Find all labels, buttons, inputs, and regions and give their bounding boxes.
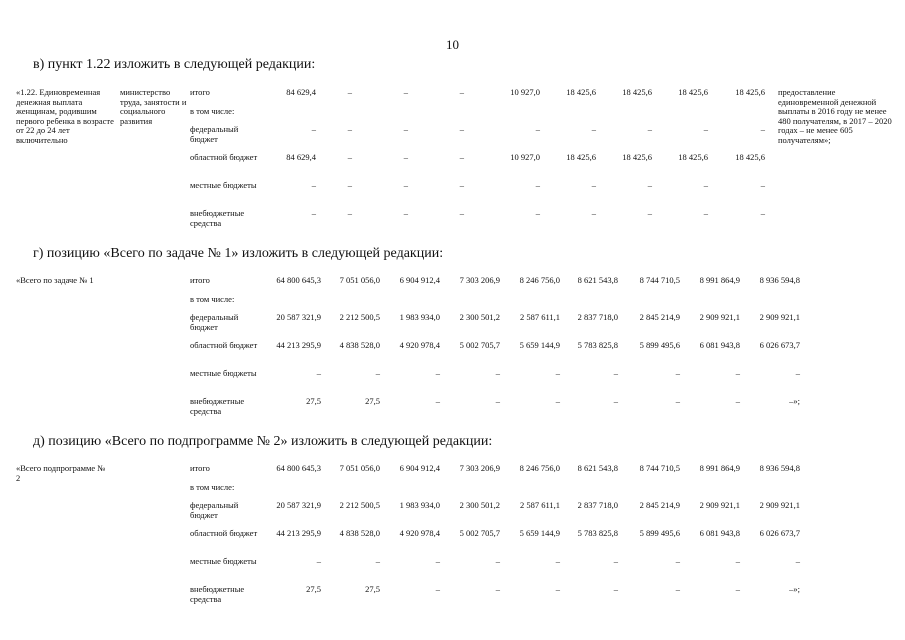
value-cell: 4 920 978,4 <box>399 340 440 350</box>
item-title: «1.22. Единовременная денежная выплата женщинам, родившим первого ребенка в возрасте от 22 до 24 лет включительно <box>16 87 114 145</box>
value-cell: – <box>555 396 560 406</box>
value-cell: – <box>613 584 618 594</box>
value-cell: – <box>375 368 380 378</box>
value-cell: – <box>613 396 618 406</box>
row-label: итого <box>190 275 210 285</box>
value-cell: 27,5 <box>365 584 380 594</box>
value-cell: – <box>555 556 560 566</box>
value-cell: 18 425,6 <box>678 152 708 162</box>
value-cell: – <box>459 87 464 97</box>
value-cell: 6 081 943,8 <box>699 528 740 538</box>
value-cell: 2 845 214,9 <box>639 312 680 322</box>
value-cell: 5 899 495,6 <box>639 528 680 538</box>
value-cell: 7 051 056,0 <box>339 463 380 473</box>
value-cell: – <box>435 368 440 378</box>
table-row <box>16 341 896 369</box>
value-cell: 2 300 501,2 <box>459 312 500 322</box>
value-cell: 5 659 144,9 <box>519 340 560 350</box>
value-cell: – <box>795 368 800 378</box>
value-cell: 7 303 206,9 <box>459 275 500 285</box>
row-label: областной бюджет <box>190 528 258 538</box>
table-row <box>16 397 896 425</box>
value-cell: – <box>591 208 596 218</box>
value-cell: 6 904 912,4 <box>399 463 440 473</box>
value-cell: 6 026 673,7 <box>759 340 800 350</box>
value-cell: 6 026 673,7 <box>759 528 800 538</box>
row-label: федеральный бюджет <box>190 124 239 144</box>
value-cell: – <box>403 180 408 190</box>
value-cell: 2 909 921,1 <box>699 312 740 322</box>
value-cell: – <box>675 368 680 378</box>
value-cell: – <box>347 152 352 162</box>
row-label: федеральный бюджет <box>190 312 239 332</box>
value-cell: 8 991 864,9 <box>699 275 740 285</box>
value-cell: 7 303 206,9 <box>459 463 500 473</box>
value-cell: – <box>435 556 440 566</box>
value-cell: 5 899 495,6 <box>639 340 680 350</box>
value-cell: – <box>375 556 380 566</box>
value-cell: – <box>495 368 500 378</box>
value-cell: 8 621 543,8 <box>577 275 618 285</box>
value-cell: 18 425,6 <box>735 87 765 97</box>
value-cell: – <box>591 124 596 134</box>
value-cell: – <box>347 87 352 97</box>
value-cell: 8 744 710,5 <box>639 463 680 473</box>
value-cell: – <box>760 124 765 134</box>
value-cell: 8 246 756,0 <box>519 463 560 473</box>
value-cell: 84 629,4 <box>286 87 316 97</box>
table-row <box>16 369 896 397</box>
value-cell: 1 983 934,0 <box>399 312 440 322</box>
table-row <box>16 209 896 237</box>
value-cell: 2 909 921,1 <box>699 500 740 510</box>
value-cell: 27,5 <box>306 396 321 406</box>
value-cell: – <box>555 368 560 378</box>
row-label: внебюджетные средства <box>190 584 245 604</box>
value-cell: – <box>435 584 440 594</box>
table-row <box>16 557 896 585</box>
value-cell: 4 838 528,0 <box>339 528 380 538</box>
value-cell: 20 587 321,9 <box>276 312 321 322</box>
total-subprogram-label: «Всего подпрограмме № 2 <box>16 463 106 483</box>
value-cell: – <box>647 208 652 218</box>
value-cell: – <box>311 180 316 190</box>
value-cell: – <box>459 180 464 190</box>
value-cell: 64 800 645,3 <box>276 463 321 473</box>
section-v-heading: в) пункт 1.22 изложить в следующей редакции: <box>33 57 316 72</box>
value-cell: 5 002 705,7 <box>459 340 500 350</box>
section-d-heading: д) позицию «Всего по подпрограмме № 2» изложить в следующей редакции: <box>33 434 493 449</box>
value-cell: – <box>347 208 352 218</box>
value-cell: 2 300 501,2 <box>459 500 500 510</box>
value-cell: 20 587 321,9 <box>276 500 321 510</box>
row-label: в том числе: <box>190 106 235 116</box>
value-cell: – <box>459 124 464 134</box>
responsible-executor: министерство труда, занятости и социального развития <box>120 87 187 126</box>
value-cell: – <box>555 584 560 594</box>
value-cell: – <box>591 180 596 190</box>
value-cell: 44 213 295,9 <box>276 528 321 538</box>
value-cell: – <box>613 556 618 566</box>
value-cell: 18 425,6 <box>566 152 596 162</box>
value-cell: 6 081 943,8 <box>699 340 740 350</box>
value-cell: 27,5 <box>365 396 380 406</box>
value-cell: 10 927,0 <box>510 152 540 162</box>
value-cell: – <box>535 124 540 134</box>
table-row <box>16 529 896 557</box>
value-cell: – <box>311 208 316 218</box>
value-cell: – <box>675 556 680 566</box>
value-cell: – <box>311 124 316 134</box>
value-cell: 18 425,6 <box>622 152 652 162</box>
value-cell: – <box>735 396 740 406</box>
row-label: местные бюджеты <box>190 556 257 566</box>
value-cell: 8 991 864,9 <box>699 463 740 473</box>
value-cell: 4 838 528,0 <box>339 340 380 350</box>
table-row <box>16 585 896 613</box>
row-label: итого <box>190 87 210 97</box>
row-label: в том числе: <box>190 294 235 304</box>
table-row <box>16 181 896 209</box>
row-label: местные бюджеты <box>190 180 257 190</box>
value-cell: – <box>703 124 708 134</box>
value-cell: – <box>347 124 352 134</box>
row-label: итого <box>190 463 210 473</box>
value-cell: 2 837 718,0 <box>577 312 618 322</box>
value-cell: 8 936 594,8 <box>759 463 800 473</box>
row-label: областной бюджет <box>190 152 258 162</box>
value-cell: – <box>316 556 321 566</box>
value-cell: – <box>703 180 708 190</box>
row-label: в том числе: <box>190 482 235 492</box>
value-cell: 8 744 710,5 <box>639 275 680 285</box>
value-cell: 2 909 921,1 <box>759 312 800 322</box>
value-cell: 8 621 543,8 <box>577 463 618 473</box>
value-cell: 5 002 705,7 <box>459 528 500 538</box>
value-cell: 2 587 611,1 <box>519 312 560 322</box>
value-cell: – <box>403 87 408 97</box>
goal-indicator: предоставление единовременной денежной выплаты в 2016 году не менее 480 получателям, в 2017 – 2020 годах – не менее 605 получателям»; <box>778 87 892 145</box>
value-cell: 8 936 594,8 <box>759 275 800 285</box>
value-cell: 44 213 295,9 <box>276 340 321 350</box>
value-cell: 18 425,6 <box>735 152 765 162</box>
value-cell: 4 920 978,4 <box>399 528 440 538</box>
value-cell: – <box>495 396 500 406</box>
value-cell: – <box>735 556 740 566</box>
value-cell: – <box>459 152 464 162</box>
value-cell: – <box>495 584 500 594</box>
value-cell: 7 051 056,0 <box>339 275 380 285</box>
page-number: 10 <box>446 37 459 52</box>
value-cell: 10 927,0 <box>510 87 540 97</box>
value-cell: – <box>435 396 440 406</box>
value-cell: – <box>403 208 408 218</box>
value-cell: 2 837 718,0 <box>577 500 618 510</box>
row-label: областной бюджет <box>190 340 258 350</box>
value-cell: 6 904 912,4 <box>399 275 440 285</box>
row-label: местные бюджеты <box>190 368 257 378</box>
value-cell: – <box>703 208 708 218</box>
row-label: внебюджетные средства <box>190 396 245 416</box>
value-cell: 2 909 921,1 <box>759 500 800 510</box>
value-cell: – <box>735 368 740 378</box>
value-cell: 2 212 500,5 <box>339 500 380 510</box>
value-cell: – <box>675 396 680 406</box>
section-g-heading: г) позицию «Всего по задаче № 1» изложить в следующей редакции: <box>33 246 444 261</box>
table-row <box>16 125 896 153</box>
value-cell: – <box>535 208 540 218</box>
value-cell: 64 800 645,3 <box>276 275 321 285</box>
value-cell: – <box>403 152 408 162</box>
value-cell: 2 212 500,5 <box>339 312 380 322</box>
value-cell: – <box>403 124 408 134</box>
value-cell: –»; <box>789 584 800 594</box>
value-cell: 8 246 756,0 <box>519 275 560 285</box>
value-cell: – <box>495 556 500 566</box>
value-cell: 18 425,6 <box>678 87 708 97</box>
value-cell: – <box>675 584 680 594</box>
table-row <box>16 313 896 341</box>
value-cell: – <box>535 180 540 190</box>
value-cell: – <box>760 180 765 190</box>
value-cell: 18 425,6 <box>566 87 596 97</box>
value-cell: 5 783 825,8 <box>577 528 618 538</box>
value-cell: 1 983 934,0 <box>399 500 440 510</box>
value-cell: – <box>613 368 618 378</box>
value-cell: – <box>760 208 765 218</box>
value-cell: 5 783 825,8 <box>577 340 618 350</box>
value-cell: – <box>647 124 652 134</box>
value-cell: 5 659 144,9 <box>519 528 560 538</box>
value-cell: 2 845 214,9 <box>639 500 680 510</box>
value-cell: – <box>459 208 464 218</box>
table-row <box>16 153 896 181</box>
row-label: внебюджетные средства <box>190 208 245 228</box>
value-cell: 18 425,6 <box>622 87 652 97</box>
value-cell: –»; <box>789 396 800 406</box>
total-task-label: «Всего по задаче № 1 <box>16 275 94 285</box>
value-cell: – <box>795 556 800 566</box>
value-cell: – <box>316 368 321 378</box>
value-cell: 2 587 611,1 <box>519 500 560 510</box>
value-cell: 27,5 <box>306 584 321 594</box>
value-cell: – <box>647 180 652 190</box>
row-label: федеральный бюджет <box>190 500 239 520</box>
table-row <box>16 501 896 529</box>
value-cell: – <box>735 584 740 594</box>
value-cell: 84 629,4 <box>286 152 316 162</box>
value-cell: – <box>347 180 352 190</box>
